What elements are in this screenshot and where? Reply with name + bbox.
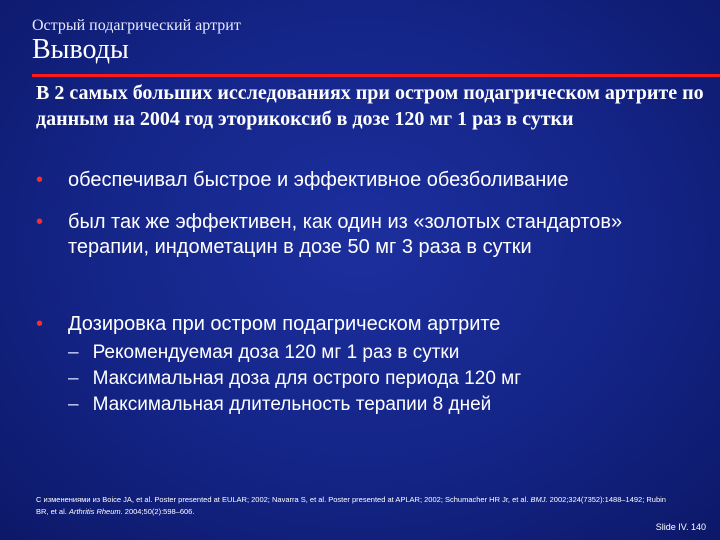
reference-text: С изменениями из Boice JA, et al. Poster presented at EULAR; 2002; Navarra S, et al. Poster presented at APLAR; 2002; Schumacher HR Jr, et al.: [36, 495, 531, 504]
sub-item-text: Максимальная длительность терапии 8 дней: [92, 394, 492, 415]
reference-text: 2002;324(7352):1488–1492; Rubin BR, et al.: [36, 495, 666, 516]
reference-text: 2004;50(2):598–606.: [122, 507, 195, 516]
dash-icon: –: [68, 342, 79, 363]
sub-item-1: [68, 340, 688, 366]
references: [36, 494, 676, 518]
bullet-text: Дозировка при остром подагрическом артрите: [68, 313, 501, 335]
slide-subtitle: Острый подагрический артрит: [32, 17, 241, 34]
bullet-text: был так же эффективен, как один из «золотых стандартов» терапии, индометацин в дозе 50 мг 3 раза в сутки: [68, 211, 623, 258]
sub-item-text: Максимальная доза для острого периода 120 мг: [92, 368, 522, 389]
reference-journal: BMJ.: [530, 495, 548, 504]
bullet-dot-icon: •: [36, 169, 44, 191]
reference-journal: Arthritis Rheum.: [68, 507, 123, 516]
dash-icon: –: [68, 394, 79, 415]
bullet-item-1: [36, 168, 696, 193]
slide-number: Slide IV. 140: [655, 522, 706, 532]
bullet-item-3: [36, 312, 696, 337]
bullet-dot-icon: •: [36, 313, 44, 335]
bullet-item-2: [36, 210, 696, 260]
dash-icon: –: [68, 368, 79, 389]
sub-item-3: [68, 392, 688, 418]
slide-title: Выводы: [32, 34, 129, 65]
bullet-dot-icon: •: [36, 211, 44, 233]
sub-item-text: Рекомендуемая доза 120 мг 1 раз в сутки: [92, 342, 460, 363]
intro-text: В 2 самых больших исследованиях при остром подагрическом артрите по данным на 2004 год эторикоксиб в дозе 120 мг 1 раз в сутки: [36, 82, 704, 130]
sub-item-2: [68, 366, 688, 392]
bullet-text: обеспечивал быстрое и эффективное обезболивание: [68, 169, 569, 191]
title-underline: [32, 74, 720, 77]
